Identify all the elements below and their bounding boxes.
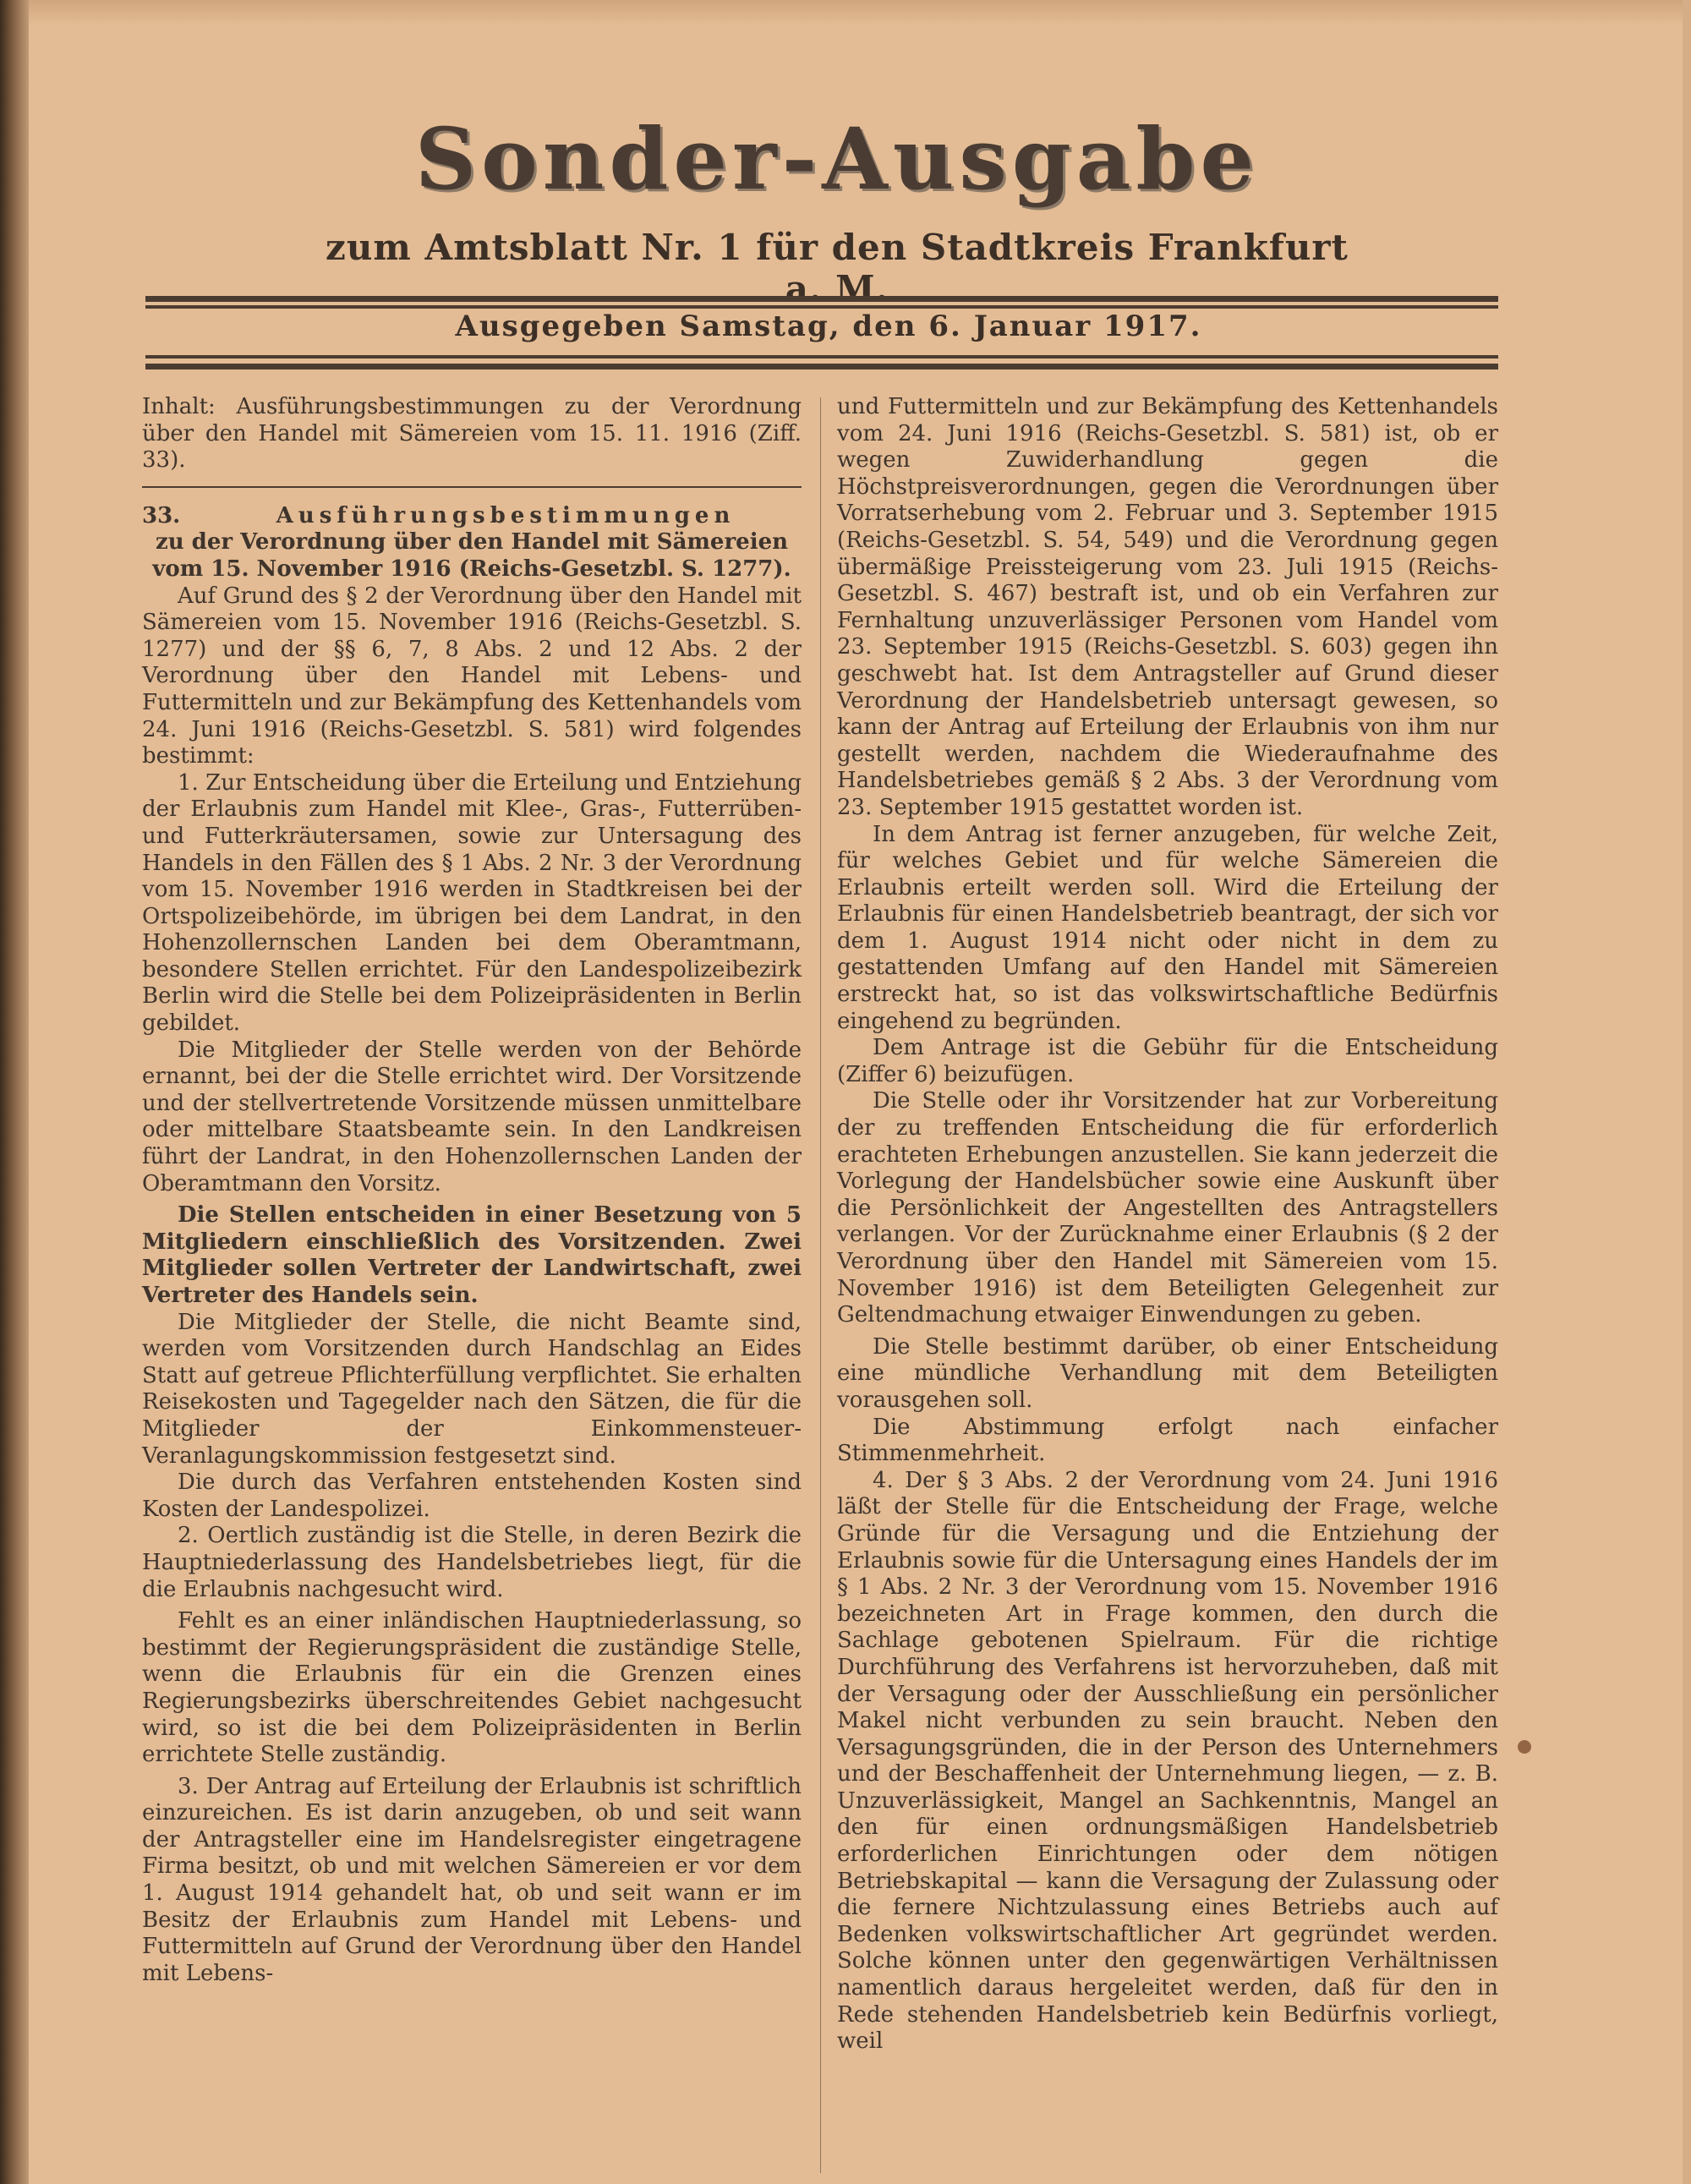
- paragraph: Die Abstimmung erfolgt nach einfacher Stimmenmehrheit.: [837, 1414, 1498, 1467]
- paragraph: Dem Antrage ist die Gebühr für die Entscheidung (Ziffer 6) beizufügen.: [837, 1035, 1498, 1087]
- paragraph: Die Mitglieder der Stelle, die nicht Beamte sind, werden vom Vorsitzenden durch Handschlag an Eides Statt auf getreue Pflichterfüllung verpflichtet. Sie erhalten Reisekosten und Tagegelder nach den Sätzen, die für die Mitglieder der Einkommensteuer-Veranlagungskommission festgesetzt sind.: [142, 1309, 802, 1469]
- right-column: [837, 394, 1498, 2055]
- toc-rule: [142, 486, 802, 488]
- paragraph: Die durch das Verfahren entstehenden Kosten sind Kosten der Landespolizei.: [142, 1470, 802, 1522]
- paragraph: und Futtermitteln und zur Bekämpfung des Kettenhandels vom 24. Juni 1916 (Reichs-Gesetzbl. S. 581) ist, ob er wegen Zuwiderhandlung gegen die Höchstpreisverordnungen, gegen die Verordnungen über Vorratserhebung vom 2. Februar und 3. September 1915 (Reichs-Gesetzbl. S. 54, 549) und die Verordnung gegen übermäßige Preissteigerung vom 23. Juli 1915 (Reichs-Gesetzbl. S. 467) bestraft ist, und ob ein Verfahren zur Fernhaltung unzuverlässiger Personen vom Handel vom 23. September 1915 (Reichs-Gesetzbl. S. 603) gegen ihn geschwebt hat. Ist dem Antragsteller auf Grund dieser Verordnung der Handelsbetrieb untersagt gewesen, so kann der Antrag auf Erteilung der Erlaubnis von ihm nur gestellt werden, nachdem die Wiederaufnahme des Handelsbetriebes gemäß § 2 Abs. 3 der Verordnung vom 23. September 1915 gestattet worden ist.: [837, 394, 1498, 820]
- column-divider: [820, 397, 821, 2173]
- paragraph: Die Stelle bestimmt darüber, ob einer Entscheidung eine mündliche Verhandlung mit dem Beteiligten vorausgehen soll.: [837, 1333, 1498, 1413]
- paper-stain: [1518, 1740, 1531, 1754]
- section-title: Ausführungsbestimmungen: [276, 502, 736, 528]
- paragraph: Die Stellen entscheiden in einer Besetzung von 5 Mitgliedern einschließlich des Vorsitzenden. Zwei Mitglieder sollen Vertreter der Landwirtschaft, zwei Vertreter des Handels sein.: [142, 1202, 802, 1308]
- paragraph: 4. Der § 3 Abs. 2 der Verordnung vom 24. Juni 1916 läßt der Stelle für die Entscheidung der Frage, welche Gründe für die Versagung und die Entziehung der Erlaubnis sowie für die Untersagung eines Handels der im § 1 Abs. 2 Nr. 3 der Verordnung vom 15. November 1916 bezeichneten Art in Frage kommen, den durch die Sachlage gebotenen Spielraum. Für die richtige Durchführung des Verfahrens ist hervorzuheben, daß mit der Versagung oder der Ausschließung ein persönlicher Makel nicht verbunden zu sein braucht. Neben den Versagungsgründen, die in der Person des Unternehmers und der Beschaffenheit der Unternehmung liegen, — z. B. Unzuverlässigkeit, Mangel an Sachkenntnis, Mangel an den für einen ordnungsmäßigen Handelsbetrieb erforderlichen Einrichtungen oder dem nötigen Betriebskapital — kann die Versagung der Zulassung oder die fernere Nichtzulassung eines Betriebs auch auf Bedenken volkswirtschaftlicher Art gegründet werden. Solche können unter den gegenwärtigen Verhältnissen namentlich daraus hergeleitet werden, daß für den in Rede stehenden Handelsbetrieb kein Bedürfnis vorliegt, weil: [837, 1467, 1498, 2055]
- paragraph: 3. Der Antrag auf Erteilung der Erlaubnis ist schriftlich einzureichen. Es ist darin anzugeben, ob und seit wann der Antragsteller eine im Handelsregister eingetragene Firma besitzt, ob und mit welchen Sämereien er vor dem 1. August 1914 gehandelt hat, ob und seit wann er im Besitz der Erlaubnis zum Handel mit Lebens- und Futtermitteln auf Grund der Verordnung über den Handel mit Lebens-: [142, 1773, 802, 1986]
- page-subtitle: zum Amtsblatt Nr. 1 für den Stadtkreis Frankfurt a. M.: [326, 227, 1349, 309]
- book-spine: [0, 0, 29, 2184]
- paragraph: Auf Grund des § 2 der Verordnung über den Handel mit Sämereien vom 15. November 1916 (Reichs-Gesetzbl. S. 1277) und der §§ 6, 7, 8 Abs. 2 und 12 Abs. 2 der Verordnung über den Handel mit Lebens- und Futtermitteln und zur Bekämpfung des Kettenhandels vom 24. Juni 1916 (Reichs-Gesetzbl. S. 581) wird folgendes bestimmt:: [142, 583, 802, 769]
- table-of-contents: Inhalt: Ausführungsbestimmungen zu der Verordnung über den Handel mit Sämereien vom 15. 11. 1916 (Ziff. 33).: [142, 394, 802, 473]
- page-right-edge: [1683, 0, 1691, 2184]
- section-number: 33.: [142, 502, 181, 528]
- page-title: Sonder-Ausgabe: [414, 109, 1260, 209]
- paragraph: 2. Oertlich zuständig ist die Stelle, in deren Bezirk die Hauptniederlassung des Handelsbetriebes liegt, für die die Erlaubnis nachgesucht wird.: [142, 1523, 802, 1602]
- header-rule-top-thin: [145, 305, 1498, 309]
- section-heading: [142, 503, 802, 530]
- paragraph: Die Stelle oder ihr Vorsitzender hat zur Vorbereitung der zu treffenden Entscheidung die für erforderlich erachteten Erhebungen anzustellen. Sie kann jederzeit die Vorlegung der Handelsbücher sowie eine Auskunft über die Persönlichkeit der Angestellten des Antragstellers verlangen. Vor der Zurücknahme einer Erlaubnis (§ 2 der Verordnung über den Handel mit Sämereien vom 15. November 1916) ist dem Beteiligten Gelegenheit zur Geltendmachung etwaiger Einwendungen zu geben.: [837, 1088, 1498, 1328]
- paragraph: Fehlt es an einer inländischen Hauptniederlassung, so bestimmt der Regierungspräsident die zuständige Stelle, wenn die Erlaubnis für ein die Grenzen eines Regierungsbezirks überschreitendes Gebiet nachgesucht wird, so ist die bei dem Polizeipräsidenten in Berlin errichtete Stelle zuständig.: [142, 1608, 802, 1768]
- page-top-edge: [29, 0, 1691, 25]
- header-rule-bottom: [145, 364, 1498, 369]
- issue-date: Ausgegeben Samstag, den 6. Januar 1917.: [455, 309, 1202, 343]
- header-rule-bottom-thin: [145, 355, 1498, 359]
- paragraph: In dem Antrag ist ferner anzugeben, für welche Zeit, für welches Gebiet und für welche Sämereien die Erlaubnis erteilt werden soll. Wird die Erteilung der Erlaubnis für einen Handelsbetrieb beantragt, der sich vor dem 1. August 1914 nicht oder nicht in dem zu gestattenden Umfang auf den Handel mit Sämereien erstreckt hat, so ist das volkswirtschaftliche Bedürfnis eingehend zu begründen.: [837, 821, 1498, 1034]
- section-subtitle: zu der Verordnung über den Handel mit Sämereien vom 15. November 1916 (Reichs-Gesetzbl. S. 1277).: [152, 529, 791, 582]
- paragraph: 1. Zur Entscheidung über die Erteilung und Entziehung der Erlaubnis zum Handel mit Klee-, Gras-, Futterrüben- und Futterkräutersamen, sowie zur Untersagung des Handels in den Fällen des § 1 Abs. 2 Nr. 3 der Verordnung vom 15. November 1916 werden in Stadtkreisen bei der Ortspolizeibehörde, im übrigen bei dem Landrat, in den Hohenzollernschen Landen bei dem Oberamtmann, besondere Stellen errichtet. Für den Landespolizeibezirk Berlin wird die Stelle bei dem Polizeipräsidenten in Berlin gebildet.: [142, 769, 802, 1037]
- left-column: [142, 394, 802, 1987]
- header-rule-top: [145, 296, 1498, 302]
- paragraph: Die Mitglieder der Stelle werden von der Behörde ernannt, bei der die Stelle errichtet wird. Der Vorsitzende und der stellvertretende Vorsitzende müssen unmittelbare oder mittelbare Staatsbeamte sein. In den Landkreisen führt der Landrat, in den Hohenzollernschen Landen der Oberamtmann den Vorsitz.: [142, 1037, 802, 1196]
